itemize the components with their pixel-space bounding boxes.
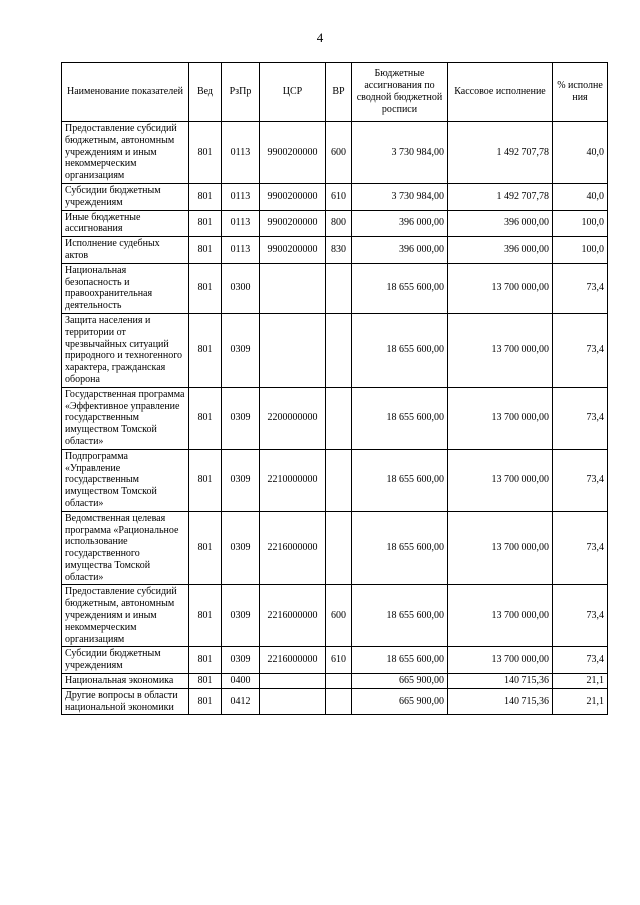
cell-csr: 9900200000 bbox=[260, 210, 326, 237]
cell-name: Исполнение судебных актов bbox=[62, 237, 189, 264]
cell-percent-execution: 73,4 bbox=[553, 585, 608, 647]
cell-assignments: 18 655 600,00 bbox=[352, 511, 448, 585]
cell-rzpr: 0113 bbox=[222, 210, 260, 237]
table-row bbox=[62, 122, 608, 184]
cell-ved: 801 bbox=[189, 183, 222, 210]
cell-csr: 9900200000 bbox=[260, 237, 326, 264]
cell-ved: 801 bbox=[189, 511, 222, 585]
cell-rzpr: 0412 bbox=[222, 688, 260, 715]
cell-vr: 600 bbox=[326, 122, 352, 184]
cell-percent-execution: 73,4 bbox=[553, 449, 608, 511]
header-assignments: Бюджетные ассигнования по сводной бюджетной росписи bbox=[352, 63, 448, 122]
header-rzpr: РзПр bbox=[222, 63, 260, 122]
cell-rzpr: 0300 bbox=[222, 263, 260, 313]
table-row bbox=[62, 585, 608, 647]
cell-percent-execution: 73,4 bbox=[553, 313, 608, 387]
cell-ved: 801 bbox=[189, 122, 222, 184]
cell-vr bbox=[326, 387, 352, 449]
cell-rzpr: 0113 bbox=[222, 122, 260, 184]
cell-csr bbox=[260, 674, 326, 689]
cell-cash-execution: 13 700 000,00 bbox=[448, 647, 553, 674]
cell-vr: 800 bbox=[326, 210, 352, 237]
cell-ved: 801 bbox=[189, 674, 222, 689]
cell-cash-execution: 396 000,00 bbox=[448, 210, 553, 237]
cell-csr: 2216000000 bbox=[260, 511, 326, 585]
cell-name: Предоставление субсидий бюджетным, автономным учреждениям и иным некоммерческим организациям bbox=[62, 585, 189, 647]
cell-rzpr: 0113 bbox=[222, 237, 260, 264]
cell-csr bbox=[260, 688, 326, 715]
header-cash-execution: Кассовое исполнение bbox=[448, 63, 553, 122]
table-row bbox=[62, 511, 608, 585]
cell-name: Субсидии бюджетным учреждениям bbox=[62, 647, 189, 674]
cell-assignments: 18 655 600,00 bbox=[352, 263, 448, 313]
cell-vr bbox=[326, 674, 352, 689]
cell-assignments: 665 900,00 bbox=[352, 674, 448, 689]
cell-cash-execution: 13 700 000,00 bbox=[448, 387, 553, 449]
cell-csr bbox=[260, 263, 326, 313]
cell-cash-execution: 13 700 000,00 bbox=[448, 585, 553, 647]
cell-ved: 801 bbox=[189, 313, 222, 387]
cell-vr bbox=[326, 449, 352, 511]
cell-name: Субсидии бюджетным учреждениям bbox=[62, 183, 189, 210]
table-row bbox=[62, 183, 608, 210]
cell-rzpr: 0309 bbox=[222, 585, 260, 647]
cell-percent-execution: 73,4 bbox=[553, 387, 608, 449]
table-row bbox=[62, 387, 608, 449]
cell-vr: 600 bbox=[326, 585, 352, 647]
page-number: 4 bbox=[316, 30, 324, 45]
cell-rzpr: 0309 bbox=[222, 647, 260, 674]
header-percent-execution: % исполне ния bbox=[553, 63, 608, 122]
header-vr: ВР bbox=[326, 63, 352, 122]
cell-cash-execution: 1 492 707,78 bbox=[448, 183, 553, 210]
cell-ved: 801 bbox=[189, 210, 222, 237]
cell-assignments: 18 655 600,00 bbox=[352, 313, 448, 387]
cell-percent-execution: 40,0 bbox=[553, 183, 608, 210]
cell-ved: 801 bbox=[189, 237, 222, 264]
table-row bbox=[62, 210, 608, 237]
cell-ved: 801 bbox=[189, 449, 222, 511]
cell-percent-execution: 21,1 bbox=[553, 674, 608, 689]
table-row bbox=[62, 313, 608, 387]
header-csr: ЦСР bbox=[260, 63, 326, 122]
cell-name: Национальная экономика bbox=[62, 674, 189, 689]
cell-cash-execution: 13 700 000,00 bbox=[448, 449, 553, 511]
cell-percent-execution: 40,0 bbox=[553, 122, 608, 184]
cell-rzpr: 0400 bbox=[222, 674, 260, 689]
cell-assignments: 396 000,00 bbox=[352, 210, 448, 237]
cell-assignments: 18 655 600,00 bbox=[352, 387, 448, 449]
header-name: Наименование показателей bbox=[62, 63, 189, 122]
cell-cash-execution: 396 000,00 bbox=[448, 237, 553, 264]
cell-percent-execution: 21,1 bbox=[553, 688, 608, 715]
cell-ved: 801 bbox=[189, 647, 222, 674]
cell-percent-execution: 73,4 bbox=[553, 511, 608, 585]
cell-assignments: 396 000,00 bbox=[352, 237, 448, 264]
cell-rzpr: 0309 bbox=[222, 313, 260, 387]
cell-rzpr: 0113 bbox=[222, 183, 260, 210]
cell-vr: 830 bbox=[326, 237, 352, 264]
cell-vr bbox=[326, 313, 352, 387]
cell-cash-execution: 140 715,36 bbox=[448, 674, 553, 689]
budget-execution-table bbox=[61, 62, 608, 715]
cell-name: Другие вопросы в области национальной экономики bbox=[62, 688, 189, 715]
table-body bbox=[62, 122, 608, 715]
cell-name: Ведомственная целевая программа «Рациональное использование государственного имущества Томской области» bbox=[62, 511, 189, 585]
cell-vr: 610 bbox=[326, 183, 352, 210]
table-row bbox=[62, 449, 608, 511]
cell-assignments: 3 730 984,00 bbox=[352, 183, 448, 210]
cell-name: Национальная безопасность и правоохранительная деятельность bbox=[62, 263, 189, 313]
cell-name: Государственная программа «Эффективное управление государственным имуществом Томской области» bbox=[62, 387, 189, 449]
cell-assignments: 18 655 600,00 bbox=[352, 647, 448, 674]
cell-vr bbox=[326, 688, 352, 715]
cell-vr bbox=[326, 511, 352, 585]
cell-rzpr: 0309 bbox=[222, 387, 260, 449]
cell-percent-execution: 100,0 bbox=[553, 210, 608, 237]
cell-csr: 2200000000 bbox=[260, 387, 326, 449]
cell-cash-execution: 13 700 000,00 bbox=[448, 263, 553, 313]
cell-cash-execution: 140 715,36 bbox=[448, 688, 553, 715]
cell-csr: 2210000000 bbox=[260, 449, 326, 511]
cell-vr: 610 bbox=[326, 647, 352, 674]
table-row bbox=[62, 647, 608, 674]
cell-cash-execution: 1 492 707,78 bbox=[448, 122, 553, 184]
header-ved: Вед bbox=[189, 63, 222, 122]
cell-name: Подпрограмма «Управление государственным имуществом Томской области» bbox=[62, 449, 189, 511]
cell-percent-execution: 100,0 bbox=[553, 237, 608, 264]
cell-ved: 801 bbox=[189, 387, 222, 449]
cell-name: Защита населения и территории от чрезвычайных ситуаций природного и техногенного характера, гражданская оборона bbox=[62, 313, 189, 387]
table-row bbox=[62, 674, 608, 689]
table-row bbox=[62, 688, 608, 715]
cell-ved: 801 bbox=[189, 688, 222, 715]
cell-percent-execution: 73,4 bbox=[553, 263, 608, 313]
table-row bbox=[62, 237, 608, 264]
cell-csr: 2216000000 bbox=[260, 585, 326, 647]
cell-rzpr: 0309 bbox=[222, 449, 260, 511]
cell-name: Предоставление субсидий бюджетным, автономным учреждениям и иным некоммерческим организациям bbox=[62, 122, 189, 184]
table-row bbox=[62, 263, 608, 313]
cell-ved: 801 bbox=[189, 585, 222, 647]
cell-rzpr: 0309 bbox=[222, 511, 260, 585]
cell-cash-execution: 13 700 000,00 bbox=[448, 511, 553, 585]
cell-assignments: 18 655 600,00 bbox=[352, 585, 448, 647]
cell-csr: 2216000000 bbox=[260, 647, 326, 674]
cell-assignments: 3 730 984,00 bbox=[352, 122, 448, 184]
cell-name: Иные бюджетные ассигнования bbox=[62, 210, 189, 237]
cell-csr: 9900200000 bbox=[260, 122, 326, 184]
cell-cash-execution: 13 700 000,00 bbox=[448, 313, 553, 387]
cell-assignments: 18 655 600,00 bbox=[352, 449, 448, 511]
cell-percent-execution: 73,4 bbox=[553, 647, 608, 674]
table-header-row bbox=[62, 63, 608, 122]
cell-vr bbox=[326, 263, 352, 313]
cell-ved: 801 bbox=[189, 263, 222, 313]
cell-csr bbox=[260, 313, 326, 387]
cell-csr: 9900200000 bbox=[260, 183, 326, 210]
cell-assignments: 665 900,00 bbox=[352, 688, 448, 715]
